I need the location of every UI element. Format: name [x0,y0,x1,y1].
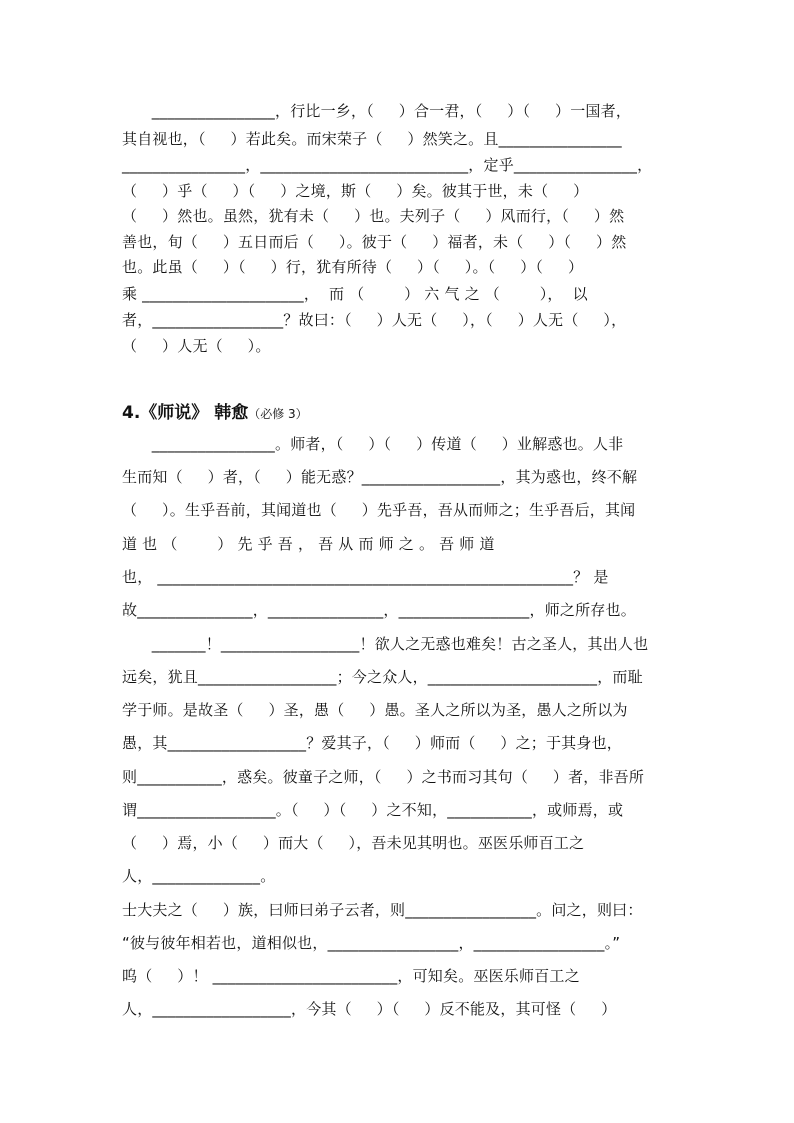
passage-line: 其自视也，（ ）若此矣。而宋荣子（ ）然笑之。且________________ [122,130,622,148]
passage-line: 也。此虽（ ）（ ）行，犹有所待（ ）（ ）。（ ）（ ） [122,258,584,276]
passage-line: 者，_________________？故曰：（ ）人无（ ），（ ）人无（ ）， [122,311,627,329]
passage-line: 人，______________。 [122,867,276,885]
passage-line: 乘 _____________________， 而 （ ） 六 气 之 （ ）， 以 [122,285,588,303]
passage-line: ________________。师者，（ ）（ ）传道（ ）业解惑也。人非 [122,435,624,453]
passage-line: 学于师。是故圣（ ）圣，愚（ ）愚。圣人之所以为圣，愚人之所以为 [122,701,628,719]
passage-line: （ ）焉，小（ ）而大（ ），吾未见其明也。巫医乐师百工之 [122,834,585,852]
passage-line: 谓__________________。（ ）（ ）之不知，___________，或师焉，或 [122,801,624,819]
section-heading [122,398,308,423]
passage-line: 则___________，惑矣。彼童子之师，（ ）之书而习其句（ ）者，非吾所 [122,768,645,786]
passage-line: _______！__________________！欲人之无惑也难矣！古之圣人，其出人也 [122,635,649,653]
passage-line: ________________，___________________________，定乎________________， [122,156,653,174]
passage-line: （ ）。生乎吾前，其闻道也（ ）先乎吾，吾从而师之；生乎吾后，其闻 [122,501,636,519]
section-note: （必修 3） [248,407,308,421]
passage-line: （ ）人无（ ）。 [122,337,271,355]
passage-line: （ ）乎（ ）（ ）之境，斯（ ）矣。彼其于世，未（ ） [122,182,589,200]
passage-line: 故_______________，_______________，_________________，师之所存也。 [122,601,636,619]
passage-line: 善也，旬（ ）五日而后（ ）。彼于（ ）福者，未（ ）（ ）然 [122,233,627,251]
passage-line: 也， ______________________________________________________？ 是 [122,568,609,586]
passage-line: 远矣，犹且__________________；今之众人，______________________，而耻 [122,668,643,686]
passage-line: 士大夫之（ ）族，曰师曰弟子云者，则_________________。问之，则曰： [122,901,643,919]
passage-line: 呜（ ）！ ________________________，可知矣。巫医乐师百工之 [122,967,580,985]
passage-line: 道 也 （ ） 先 乎 吾 ， 吾 从 而 师 之 。 吾 师 道 [122,535,495,553]
passage-line: 生而知（ ）者，（ ）能无惑？__________________，其为惑也，终不解 [122,468,638,486]
section-title: 4.《师说》 韩愈 [122,403,249,423]
passage-line: ________________，行比一乡，（ ）合一君，（ ）（ ）一国者， [122,102,632,120]
passage-line: （ ）然也。虽然，犹有未（ ）也。夫列子（ ）风而行，（ ）然 [122,207,625,225]
passage-line: “彼与彼年相若也，道相似也，_________________，_________________。” [122,934,621,952]
passage-line: 人，__________________，今其（ ）（ ）反不能及，其可怪（ ） [122,1000,617,1018]
passage-line: 愚，其__________________？爱其子，（ ）师而（ ）之；于其身也， [122,734,622,752]
